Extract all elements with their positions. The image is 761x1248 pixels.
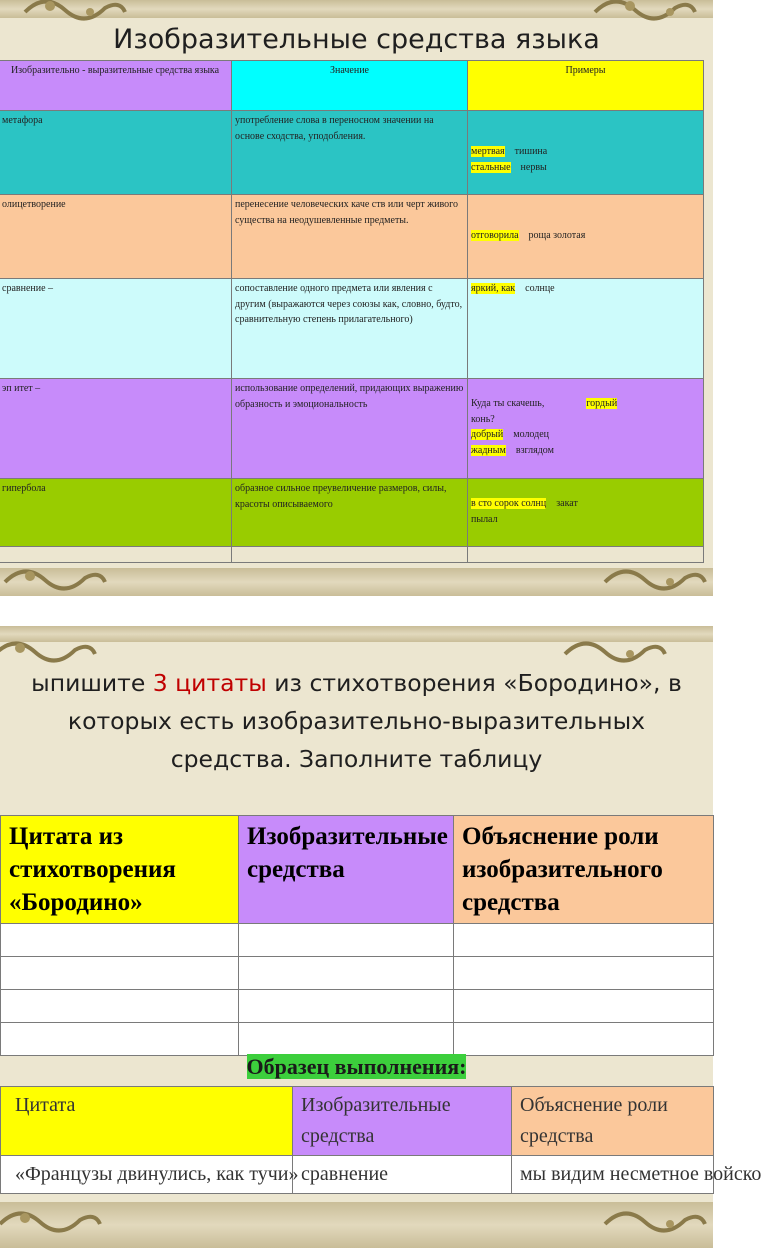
table-row: [0, 547, 704, 563]
term-cell: сравнение –: [0, 279, 232, 379]
term-cell: метафора: [0, 111, 232, 195]
table-row: [1, 990, 714, 1023]
highlighted-word: в сто сорок солнц: [471, 498, 547, 509]
slide-gap: [0, 596, 713, 626]
example-word: молодец: [513, 429, 550, 440]
highlighted-word: жадным: [471, 444, 506, 456]
highlighted-word: добрый: [471, 429, 504, 440]
example-cell: [468, 379, 704, 479]
sample-cell: мы видим несметное войско: [512, 1156, 714, 1194]
page-title: Изобразительные средства языка: [113, 24, 600, 55]
example-cell: [468, 279, 704, 379]
header-cell: Изобразительно - выразительные средства языка: [0, 61, 232, 111]
highlight-count: 3 цитаты: [152, 669, 267, 697]
ornament-icon: [600, 1204, 710, 1240]
meaning-cell: употребление слова в переносном значении на основе сходства, уподобления.: [232, 111, 468, 195]
task-line-3: средства. Заполните таблицу: [170, 745, 543, 773]
sample-table: [0, 1086, 761, 1194]
table-row: [0, 111, 704, 195]
table-row: [1, 924, 714, 957]
term-cell: эп итет –: [0, 379, 232, 479]
table-row: [0, 479, 704, 547]
meaning-cell: сопоставление одного предмета или явления с другим (выражаются через союзы как, словно, будто, сравнительную степень прилагательного): [232, 279, 468, 379]
example-word: тишина: [514, 146, 548, 157]
slide-2: [0, 626, 761, 1248]
highlighted-word: мертвая: [471, 146, 505, 157]
header-cell: Цитата: [1, 1087, 293, 1156]
example-word: закат: [556, 498, 578, 509]
highlighted-word: гордый: [586, 398, 618, 409]
header-cell: Объяснение роли средства: [512, 1087, 714, 1156]
table-row: [0, 279, 704, 379]
sample-title: Образец выполнения:: [246, 1054, 467, 1079]
example-word: роща золотая: [528, 230, 586, 241]
example-word: конь?: [471, 413, 495, 425]
example-cell: [468, 111, 704, 195]
header-cell: Примеры: [468, 61, 704, 111]
meaning-cell: использование определений, придающих выражению образность и эмоциональность: [232, 379, 468, 479]
example-word: Куда ты скачешь,: [471, 398, 545, 409]
meaning-cell: образное сильное преувеличение размеров, силы, красоты описываемого: [232, 479, 468, 547]
table-row: [1, 1156, 714, 1194]
example-word: солнце: [525, 283, 555, 294]
table-header-row: [1, 1087, 714, 1156]
example-word: нервы: [520, 161, 547, 173]
ornament-icon: [0, 1204, 105, 1240]
assignment-table: [0, 815, 714, 1056]
table-row: [1, 957, 714, 990]
example-word: пылал: [471, 513, 498, 525]
term-cell: олицетворение: [0, 195, 232, 279]
header-cell: Изобразительные средства: [293, 1087, 512, 1156]
ornament-icon: [0, 562, 110, 598]
term-cell: гипербола: [0, 479, 232, 547]
table-row: [0, 379, 704, 479]
means-table: [0, 60, 704, 563]
sample-cell: «Французы двинулись, как тучи»: [1, 1156, 293, 1194]
ornament-icon: [600, 562, 710, 598]
highlighted-word: яркий, как: [471, 283, 516, 294]
ornament-icon: [560, 634, 670, 670]
ornament-icon: [0, 634, 100, 670]
highlighted-word: стальные: [471, 161, 511, 173]
header-cell: Цитата из стихотворения «Бородино»: [1, 816, 239, 924]
task-line-1: ыпишите 3 цитаты из стихотворения «Бородино», в: [31, 669, 682, 697]
slide-1: [0, 0, 713, 596]
table-row: [0, 195, 704, 279]
table-header-row: [0, 61, 704, 111]
task-line-2: которых есть изобразительно-выразительных: [67, 707, 646, 735]
header-cell: Изобразительные средства: [239, 816, 454, 924]
example-cell: [468, 195, 704, 279]
example-word: взглядом: [515, 444, 554, 456]
header-cell: Объяснение роли изобразительного средства: [454, 816, 714, 924]
example-cell: [468, 479, 704, 547]
highlighted-word: отговорила: [471, 230, 519, 241]
table-header-row: [1, 816, 714, 924]
sample-cell: сравнение: [293, 1156, 512, 1194]
meaning-cell: перенесение человеческих каче ств или черт живого существа на неодушевленные предметы.: [232, 195, 468, 279]
table-row: [1, 1023, 714, 1056]
header-cell: Значение: [232, 61, 468, 111]
